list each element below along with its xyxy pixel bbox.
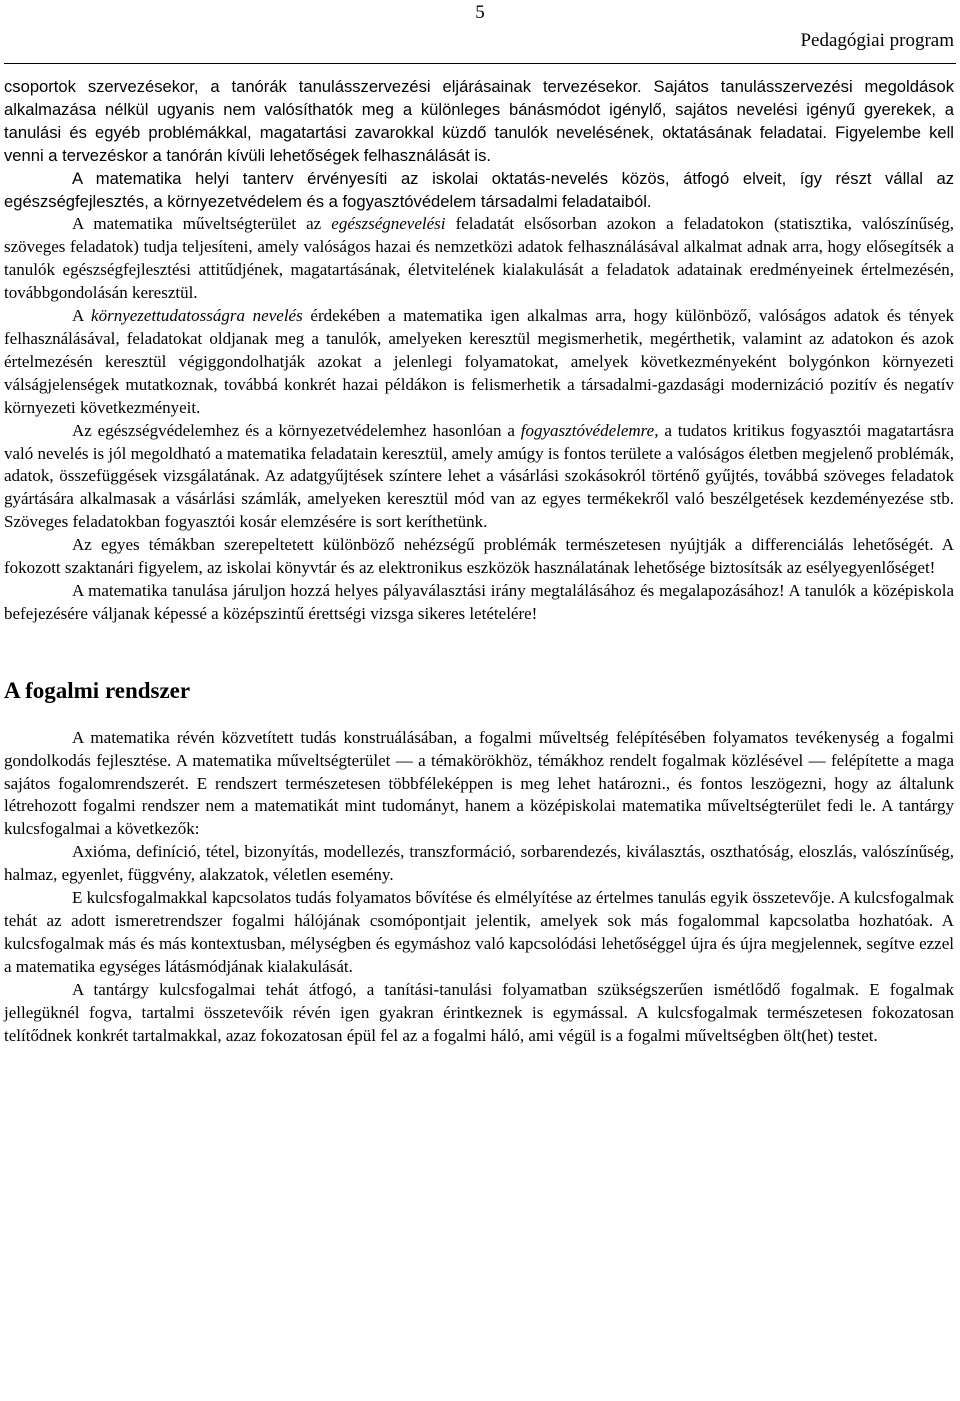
text-fragment: A matematika műveltségterület az: [72, 214, 332, 234]
page-number: 5: [475, 2, 485, 23]
text-fragment: feladatát elsősorban azokon a feladatokon (statisztika, valószínűség, szöveges feladatok) tudja teljesíteni, amely valóságos hazai és nemzetközi adatok felhasználásával alkalmat adnak arra, hogy elősegítsék a tanulók egészségfejlesztési attitűdjének, magatartásának, életvitelének kialakulását a feladatok adatainak eredményeinek értelmezésén, továbbgondolásán keresztül.: [4, 214, 955, 303]
paragraph-key-concepts-summary: A tantárgy kulcsfogalmai tehát átfogó, a tanítási-tanulási folyamatban szükségszerűen ismétlődő fogalmak. E fogalmak jellegüknél fogva, tartalmi összetevőik révén igen gyakran érintkeznek is egymással. A kulcsfogalmak természetesen fokozatosan telítődnek konkrét tartalmakkal, azaz fokozatosan épül fel az a fogalmi háló, ami végül is a fogalmi műveltségben ölt(het) testet.: [4, 979, 954, 1045]
paragraph-intro-continuation: csoportok szervezésekor, a tanórák tanulásszervezési eljárásainak tervezésekor. Sajátos tanulásszervezési megoldások alkalmazása nélkül ugyanis nem valósíthatók meg a különleges bánásmódot igénylő, sajátos nevelési igényű gyerekek, a tanulási és egyéb problémákkal, magatartási zavarokkal küzdő tanulók nevelésének, oktatásának feladatai. Figyelembe kell venni a tervezéskor a tanórán kívüli lehetőségek felhasználását is.: [4, 77, 954, 165]
emphasis-health-education: egészségnevelési: [331, 214, 446, 234]
text-fragment: Az egészségvédelemhez és a környezetvédelemhez hasonlóan a: [72, 420, 521, 440]
paragraph-health-education: [4, 213, 954, 305]
paragraph-concept-system: A matematika révén közvetített tudás konstruálásában, a fogalmi műveltség felépítésében folyamatos tevékenység a fogalmi gondolkodás fejlesztése. A matematika műveltségterület — a témakörökhöz, témákhoz rendelt fogalmak közlésével — felépítette a maga sajátos fogalomrendszerét. E rendszert természetesen többféleképpen is meg lehet határozni., és fontos leszögezni, hogy az általunk létrehozott fogalmi rendszer nem a matematikát mint tudományt, hanem a középiskolai matematika műveltségterület fedi le. A tantárgy kulcsfogalmai a következők:: [4, 727, 954, 839]
paragraph-environmental-education: [4, 305, 954, 420]
paragraph-career-orientation: A matematika tanulása járuljon hozzá helyes pályaválasztási irány megtalálásához és megalapozásához! A tanulók a középiskola befejezésére váljanak képessé a középszintű érettségi vizsga sikeres letételére!: [4, 580, 954, 623]
text-fragment: a tudatos kritikus fogyasztói magatartásra való nevelés is jól megoldható a matematika feladatain keresztül, amely amúgy is fontos területe a valóságos életben megjelenő problémák, adatok, összefüggések vizsgálatának. Az adatgyűjtések színtere lehet a vásárlási szokásokról történő gyűjtés, továbbá szöveges feladatok gyártására alkalmasak a vásárlási számlák, amelyeken keresztül mód van az egyes termékekről való beszélgetések kezdeményezése stb. Szöveges feladatokban fogyasztói kosár elemzésére is sort keríthetünk.: [4, 420, 954, 532]
running-title: Pedagógiai program: [800, 30, 954, 51]
text-fragment: A: [72, 306, 92, 326]
paragraph-local-curriculum: A matematika helyi tanterv érvényesíti az iskolai oktatás-nevelés közös, átfogó elveit, így részt vállal az egészségfejlesztés, a környezetvédelem és a fogyasztóvédelem társadalmi feladataiból.: [4, 168, 954, 211]
paragraph-key-concepts-list: Axióma, definíció, tétel, bizonyítás, modellezés, transzformáció, sorbarendezés, kiválasztás, oszthatóság, eloszlás, valószínűség, halmaz, egyenlet, függvény, alakzatok, véletlen esemény.: [4, 842, 954, 885]
paragraph-differentiation: Az egyes témákban szerepeltetett különböző nehézségű problémák természetesen nyújtják a differenciálás lehetőségét. A fokozott szaktanári figyelem, az iskolai könyvtár és az elektronikus eszközök használatának lehetősége biztosítsák az esélyegyenlőséget!: [4, 535, 954, 578]
section-heading: A fogalmi rendszer: [4, 677, 191, 703]
header-rule: [4, 63, 956, 64]
text-fragment: érdekében a matematika igen alkalmas arra, hogy különböző, valóságos adatok és tények felhasználásával, feladatokat oldjanak meg a tanulók, amelyeken keresztül megismerhetik, megérthetik, valamint az adatokon és azok értelmezésén keresztül végiggondolhatják azokat a jelenlegi folyamatokat, amelyek következményeként bolygónkon környezeti válságjelenségek mutatkoznak, továbbá konkrét hazai példákon is felismerhetik a társadalmi-gazdasági modernizáció pozitív és negatív környezeti következményeit.: [4, 306, 954, 417]
emphasis-consumer-protection: fogyasztóvédelemre,: [520, 420, 659, 440]
emphasis-environmental-education: környezettudatosságra nevelés: [91, 306, 303, 326]
paragraph-key-concepts-knowledge: E kulcsfogalmakkal kapcsolatos tudás folyamatos bővítése és elmélyítése az értelmes tanulás egyik összetevője. A kulcsfogalmak tehát az adott ismeretrendszer fogalmi hálójának csomópontjait jelentik, amelyek sok más fogalommal kapcsolatba hozhatóak. A kulcsfogalmak más és más kontextusban, mélységben és egymáshoz való kapcsolódási lehetőséggel újra és újra megjelennek, segítve ezzel a matematika egységes látásmódjának kialakulását.: [4, 888, 954, 976]
document-body: [4, 76, 954, 1047]
paragraph-consumer-protection: [4, 420, 954, 535]
